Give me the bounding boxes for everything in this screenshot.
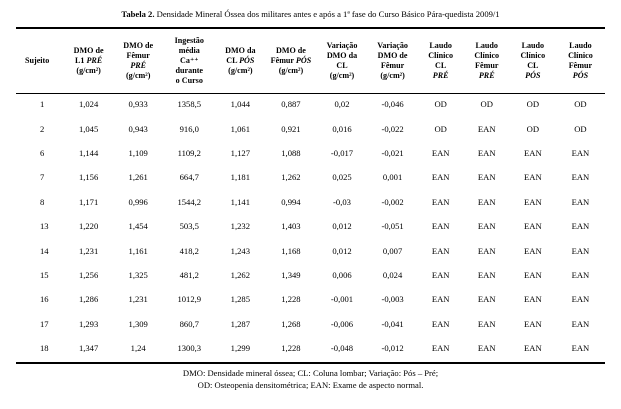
table-cell: 1,061 bbox=[230, 123, 251, 134]
table-cell: EAN bbox=[477, 269, 496, 280]
table-cell: 1,231 bbox=[128, 294, 148, 305]
table-body bbox=[16, 92, 605, 360]
column-header-text: Fêmur bbox=[270, 55, 296, 65]
table-cell: -0,003 bbox=[381, 294, 404, 305]
table-cell: 0,996 bbox=[128, 196, 148, 207]
column-header-line: Variação bbox=[377, 40, 408, 50]
table-row bbox=[16, 287, 605, 311]
table-cell: 1012,9 bbox=[177, 294, 202, 305]
column-header-line: DMO de bbox=[73, 45, 104, 55]
column-header bbox=[368, 29, 418, 92]
column-header bbox=[16, 29, 64, 92]
table-cell: EAN bbox=[431, 172, 450, 183]
table-cell: 1,287 bbox=[230, 318, 251, 329]
subject-id-cell: 14 bbox=[40, 245, 49, 256]
table-cell: 1,168 bbox=[281, 245, 301, 256]
table-cell: 1,045 bbox=[78, 123, 99, 134]
table-cell: EAN bbox=[523, 245, 542, 256]
table-cell: OD bbox=[574, 123, 587, 134]
table-row bbox=[16, 312, 605, 336]
column-header bbox=[418, 29, 464, 92]
table-cell: -0,051 bbox=[381, 221, 404, 232]
table-cell: 1,161 bbox=[128, 245, 148, 256]
table-cell: 0,921 bbox=[281, 123, 301, 134]
table-cell: 1,325 bbox=[128, 269, 148, 280]
column-header-line: DMO de bbox=[123, 40, 154, 50]
column-header-line: (g/cm²) bbox=[125, 70, 151, 80]
table-cell: 1,109 bbox=[128, 147, 148, 158]
table-cell: OD bbox=[480, 99, 493, 110]
table-cell: EAN bbox=[523, 172, 542, 183]
table-cell: 0,001 bbox=[382, 172, 403, 183]
table-cell: 1,141 bbox=[230, 196, 251, 207]
table-cell: EAN bbox=[571, 269, 590, 280]
subject-id-cell: 16 bbox=[40, 294, 49, 305]
column-header-line: DMO de bbox=[275, 45, 306, 55]
table-cell: 1,261 bbox=[128, 172, 148, 183]
column-header-line: CL bbox=[435, 60, 447, 70]
table-cell: EAN bbox=[477, 221, 496, 232]
table-cell: 916,0 bbox=[179, 123, 199, 134]
column-header bbox=[215, 29, 265, 92]
column-header bbox=[163, 29, 215, 92]
table-cell: -0,03 bbox=[333, 196, 351, 207]
column-header-line: Sujeito bbox=[25, 55, 50, 65]
table-cell: 1,403 bbox=[281, 221, 301, 232]
column-header bbox=[64, 29, 113, 92]
table-cell: 0,012 bbox=[332, 245, 352, 256]
column-header-line: (g/cm²) bbox=[228, 65, 253, 75]
column-header-line: PRÉ bbox=[432, 70, 449, 80]
column-header-line: o Curso bbox=[175, 75, 203, 85]
column-header-line: Laudo bbox=[569, 40, 592, 50]
table-cell: 1,232 bbox=[230, 221, 251, 232]
table-cell: 1,156 bbox=[78, 172, 99, 183]
table-cell: 1,127 bbox=[230, 147, 251, 158]
table-cell: OD bbox=[574, 99, 587, 110]
column-header bbox=[556, 29, 605, 92]
table-cell: 1,220 bbox=[78, 221, 99, 232]
table-cell: EAN bbox=[431, 294, 450, 305]
table-cell: EAN bbox=[477, 123, 496, 134]
table-cell: 418,2 bbox=[179, 245, 199, 256]
table-cell: -0,006 bbox=[330, 318, 354, 329]
table-cell: 1109,2 bbox=[177, 147, 201, 158]
table-cell: EAN bbox=[431, 221, 450, 232]
subject-id-cell: 17 bbox=[40, 318, 49, 329]
column-header bbox=[316, 29, 367, 92]
table-cell: 1,309 bbox=[128, 318, 148, 329]
table-cell: 1,262 bbox=[281, 172, 301, 183]
table-cell: -0,002 bbox=[381, 196, 404, 207]
table-cell: EAN bbox=[477, 172, 496, 183]
column-header-line: CL bbox=[336, 60, 348, 70]
table-cell: 1,243 bbox=[230, 245, 251, 256]
table-caption bbox=[0, 9, 621, 19]
table-cell: EAN bbox=[571, 318, 590, 329]
footnote-abbreviations: DMO: Densidade mineral óssea; CL: Coluna lombar; Variação: Pós – Pré; bbox=[182, 368, 439, 378]
column-header-line: Clínico bbox=[520, 50, 546, 60]
table-cell: 1,256 bbox=[78, 269, 99, 280]
column-header-line: DMO de bbox=[377, 50, 408, 60]
table-row bbox=[16, 165, 605, 189]
table-cell: EAN bbox=[523, 221, 542, 232]
table-cell: 1,454 bbox=[128, 221, 148, 232]
table-cell: 1,286 bbox=[78, 294, 99, 305]
table-cell: EAN bbox=[477, 245, 496, 256]
column-header-text: L1 bbox=[75, 55, 87, 65]
table-cell: EAN bbox=[431, 245, 450, 256]
table-cell: EAN bbox=[431, 196, 450, 207]
column-header-line: Clínico bbox=[474, 50, 500, 60]
table-cell: 1,181 bbox=[230, 172, 251, 183]
column-header-line: Variação bbox=[326, 40, 358, 50]
table-row bbox=[16, 238, 605, 262]
column-header-line: Ingestão bbox=[174, 35, 204, 45]
column-header-line: Clínico bbox=[568, 50, 593, 60]
table-cell: 481,2 bbox=[179, 269, 199, 280]
table-cell: EAN bbox=[431, 147, 450, 158]
table-cell: -0,017 bbox=[330, 147, 354, 158]
column-header-line: PÓS bbox=[572, 70, 589, 80]
table-row bbox=[16, 263, 605, 287]
table-row bbox=[16, 116, 605, 140]
table-cell: 1,231 bbox=[78, 245, 99, 256]
column-header-line: DMO da bbox=[326, 50, 358, 60]
table-cell: 0,943 bbox=[128, 123, 148, 134]
column-header-line: Fêmur bbox=[380, 60, 405, 70]
table-row bbox=[16, 92, 605, 116]
table-row bbox=[16, 190, 605, 214]
table-cell: 0,016 bbox=[332, 123, 352, 134]
column-header-qualifier: PÓS bbox=[295, 55, 312, 65]
table-cell: -0,012 bbox=[381, 343, 404, 354]
table-cell: EAN bbox=[571, 147, 590, 158]
subject-id-cell: 18 bbox=[40, 343, 49, 354]
subject-id-cell: 6 bbox=[40, 147, 45, 158]
table-cell: -0,022 bbox=[381, 123, 404, 134]
table-cell: 1,24 bbox=[130, 343, 146, 354]
table-cell: EAN bbox=[571, 245, 590, 256]
column-header-qualifier: PRÉ bbox=[86, 55, 103, 65]
table-cell: EAN bbox=[571, 343, 590, 354]
subject-id-cell: 1 bbox=[40, 99, 45, 110]
table-cell: 1,285 bbox=[230, 294, 251, 305]
column-header-text: CL bbox=[226, 55, 240, 65]
column-header-line: (g/cm²) bbox=[76, 65, 101, 75]
table-cell: 0,012 bbox=[332, 221, 352, 232]
table-cell: 1,088 bbox=[281, 147, 301, 158]
table-cell: 1,293 bbox=[78, 318, 99, 329]
column-header-line: Clínico bbox=[428, 50, 454, 60]
table-cell: EAN bbox=[477, 318, 496, 329]
table-cell: 0,994 bbox=[281, 196, 301, 207]
table-cell: 1,024 bbox=[78, 99, 99, 110]
table-cell: 1,299 bbox=[230, 343, 251, 354]
column-header-line: Laudo bbox=[429, 40, 452, 50]
table-row bbox=[16, 214, 605, 238]
table-cell: EAN bbox=[571, 221, 590, 232]
table-cell: 0,006 bbox=[332, 269, 352, 280]
table-cell: EAN bbox=[431, 269, 450, 280]
table-cell: 1,347 bbox=[78, 343, 99, 354]
table-cell: EAN bbox=[523, 343, 542, 354]
table-cell: EAN bbox=[477, 147, 496, 158]
table-cell: 0,007 bbox=[382, 245, 403, 256]
column-header-line: (g/cm²) bbox=[380, 70, 405, 80]
table-cell: 1,044 bbox=[230, 99, 251, 110]
table-cell: OD bbox=[434, 99, 447, 110]
column-header-line: (g/cm²) bbox=[329, 70, 355, 80]
column-header-line: PRÉ bbox=[478, 70, 495, 80]
column-header-line: (g/cm²) bbox=[278, 65, 304, 75]
column-header-line: DMO da bbox=[225, 45, 256, 55]
table-cell: EAN bbox=[477, 294, 496, 305]
table-cell: OD bbox=[434, 123, 447, 134]
column-header-line: Ca⁺⁺ bbox=[180, 55, 199, 65]
table-cell: -0,046 bbox=[381, 99, 404, 110]
subject-id-cell: 15 bbox=[40, 269, 49, 280]
table-cell: EAN bbox=[523, 147, 542, 158]
table-cell: -0,041 bbox=[381, 318, 404, 329]
table-cell: EAN bbox=[571, 172, 590, 183]
table-cell: 503,5 bbox=[179, 221, 199, 232]
column-header-line: Fêmur bbox=[568, 60, 593, 70]
column-header-line: PÓS bbox=[525, 70, 541, 80]
table-caption-label: Tabela 2. bbox=[121, 9, 155, 19]
table-cell: 1,228 bbox=[281, 294, 301, 305]
table-cell: EAN bbox=[523, 196, 542, 207]
column-header-line bbox=[265, 56, 316, 66]
table-cell: EAN bbox=[431, 343, 450, 354]
table-cell: 1,228 bbox=[281, 343, 301, 354]
table-cell: 0,024 bbox=[382, 269, 403, 280]
column-header bbox=[510, 29, 556, 92]
table-cell: -0,021 bbox=[381, 147, 404, 158]
column-header bbox=[464, 29, 510, 92]
subject-id-cell: 2 bbox=[40, 123, 45, 134]
column-header-line bbox=[215, 56, 265, 66]
column-header bbox=[113, 29, 163, 92]
table-cell: 860,7 bbox=[179, 318, 199, 329]
column-header-line: Laudo bbox=[475, 40, 498, 50]
table-cell: 1,171 bbox=[78, 196, 99, 207]
column-header-line: PRÉ bbox=[130, 60, 147, 70]
subject-id-cell: 8 bbox=[40, 196, 45, 207]
table-cell: 0,025 bbox=[332, 172, 352, 183]
column-header-line: Laudo bbox=[521, 40, 545, 50]
table-cell: 0,887 bbox=[281, 99, 301, 110]
table-cell: EAN bbox=[523, 269, 542, 280]
table-cell: 1544,2 bbox=[177, 196, 202, 207]
column-header-line: CL bbox=[527, 60, 539, 70]
table-cell: EAN bbox=[571, 294, 590, 305]
table-cell: -0,001 bbox=[330, 294, 354, 305]
table-cell: 0,02 bbox=[334, 99, 350, 110]
table-bottom-rule bbox=[16, 362, 605, 364]
table-cell: EAN bbox=[523, 318, 542, 329]
table-cell: OD bbox=[526, 99, 540, 110]
column-header-line bbox=[64, 56, 113, 66]
table-cell: 1300,3 bbox=[177, 343, 202, 354]
table-cell: OD bbox=[526, 123, 540, 134]
table-caption-text: Densidade Mineral Óssea dos militares antes e após a 1ª fase do Curso Básico Pára-quedista 2009/1 bbox=[154, 9, 500, 19]
column-header-line: Fêmur bbox=[126, 50, 150, 60]
table-cell: 664,7 bbox=[179, 172, 199, 183]
subject-id-cell: 7 bbox=[40, 172, 45, 183]
table-row bbox=[16, 141, 605, 165]
table-cell: 1358,5 bbox=[177, 99, 202, 110]
column-header-line: Fêmur bbox=[475, 60, 499, 70]
column-header-line: média bbox=[178, 45, 200, 55]
table-cell: 1,144 bbox=[78, 147, 99, 158]
bone-density-table bbox=[16, 29, 605, 360]
column-header-line: durante bbox=[175, 65, 203, 75]
table-cell: EAN bbox=[477, 196, 496, 207]
column-header-qualifier: PÓS bbox=[239, 55, 255, 65]
table-cell: EAN bbox=[477, 343, 496, 354]
table-cell: EAN bbox=[571, 196, 590, 207]
table-cell: 1,262 bbox=[230, 269, 251, 280]
footnote-definitions: OD: Osteopenia densitométrica; EAN: Exame de aspecto normal. bbox=[197, 380, 424, 390]
table-header-row bbox=[16, 29, 605, 92]
table-cell: EAN bbox=[431, 318, 450, 329]
table-cell: -0,048 bbox=[330, 343, 354, 354]
table-cell: 1,349 bbox=[281, 269, 301, 280]
table-row bbox=[16, 336, 605, 360]
table-cell: EAN bbox=[523, 294, 542, 305]
table-cell: 0,933 bbox=[128, 99, 148, 110]
column-header bbox=[265, 29, 316, 92]
table-cell: 1,268 bbox=[281, 318, 301, 329]
subject-id-cell: 13 bbox=[40, 221, 49, 232]
